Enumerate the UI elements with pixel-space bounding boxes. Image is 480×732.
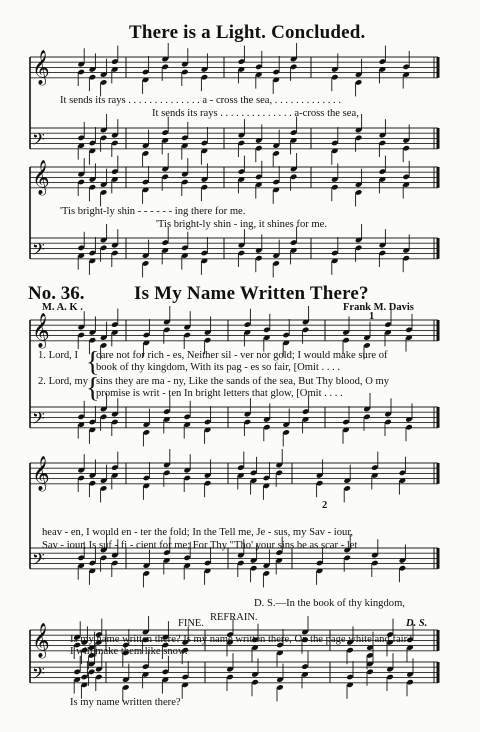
lyric-line: It sends its rays . . . . . . . . . . . . . . a - cross the sea, . . . . . . . . . . . . . — [60, 95, 341, 106]
lyric-line: Is my name written there? Is my name written there, On the page white and fair? — [70, 634, 412, 645]
da-segno-text: D. S.—In the book of thy kingdom, — [254, 598, 405, 609]
lyric-line: I will make them like snow. — [70, 646, 188, 657]
bass-clef: 𝄢 — [32, 238, 45, 263]
refrain-mark: REFRAIN. — [210, 612, 258, 623]
composer-credit: Frank M. Davis — [343, 302, 414, 313]
treble-clef: 𝄞 — [32, 159, 50, 195]
lyric-line: 'Tis bright-ly shin - - - - - - ing there for me. — [60, 206, 246, 217]
verse-brace: { — [86, 373, 100, 404]
treble-clef: 𝄞 — [32, 622, 50, 658]
second-ending-number: 2 — [322, 500, 328, 511]
fine-mark: FINE. — [178, 618, 204, 629]
lyric-line: sins they are ma - ny, Like the sands of the sea, But Thy blood, O my — [96, 376, 390, 387]
verse-brace: { — [86, 347, 100, 378]
lyric-line: promise is writ - ten In bright letters that glow, [Omit . . . . — [96, 388, 343, 399]
lyric-line: book of thy kingdom, With its pag - es so fair, [Omit . . . . — [96, 362, 341, 373]
lyric-line: care not for rich - es, Neither sil - ver nor gold; I would make sure of — [96, 350, 388, 361]
treble-clef: 𝄞 — [32, 312, 50, 348]
lyric-line: Is my name written there? — [70, 697, 181, 708]
bass-clef: 𝄢 — [32, 407, 45, 432]
first-ending-number: 1 — [369, 311, 375, 322]
lyric-line: Sav - iour, Is suf - fi - cient for me; For Thy "Tho' your sins be as scar - let — [42, 540, 358, 551]
lyric-line: 'Tis bright-ly shin - ing, it shines for me. — [156, 219, 328, 230]
hymn-title: Is My Name Written There? — [134, 283, 369, 304]
ds-mark: D. S. — [406, 618, 428, 629]
bass-clef: 𝄢 — [32, 548, 45, 573]
treble-clef: 𝄞 — [32, 49, 50, 85]
verse-1-start: 1. Lord, I — [38, 350, 79, 361]
lyric-line: heav - en, I would en - ter the fold; In the Tell me, Je - sus, my Sav - iour, — [42, 527, 354, 538]
bass-clef: 𝄢 — [32, 128, 45, 153]
verse-2-start: 2. Lord, my — [38, 376, 89, 387]
hymn-number: No. 36. — [28, 283, 85, 304]
lyric-line: It sends its rays . . . . . . . . . . . . . . a-cross the sea, — [152, 108, 359, 119]
lyricist-credit: M. A. K . — [42, 302, 83, 313]
bass-clef: 𝄢 — [32, 662, 45, 687]
treble-clef: 𝄞 — [32, 455, 50, 491]
page-title: There is a Light. Concluded. — [129, 22, 366, 43]
